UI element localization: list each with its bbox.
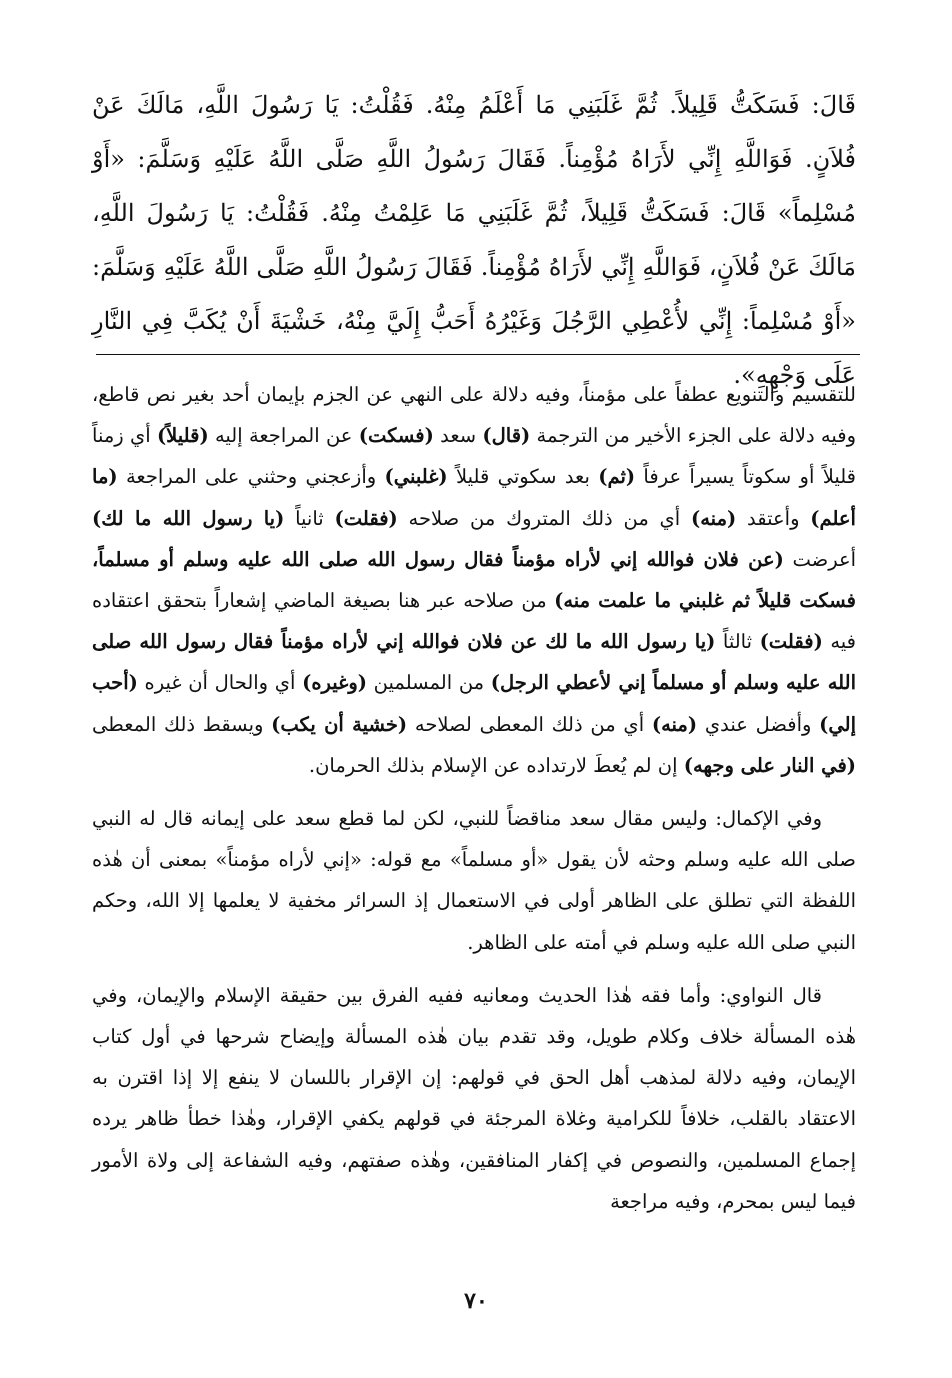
commentary-text: ثانياً bbox=[284, 506, 335, 530]
commentary-text: إن لم يُعطَ لارتداده عن الإسلام بذلك الحرمان. bbox=[308, 753, 684, 777]
quoted-phrase: (منه) bbox=[691, 506, 737, 530]
quoted-phrase: (يا رسول الله ما لك عن فلان فوالله إني لأراه مؤمناً فقال رسول الله صلى الله عليه وسلم أو مسلماً إني لأعطي الرجل) bbox=[92, 630, 857, 695]
quoted-phrase: (فسكت) bbox=[358, 424, 434, 448]
quoted-phrase: (يا رسول الله ما لك) bbox=[92, 506, 285, 530]
commentary-text: سعد bbox=[433, 424, 483, 448]
commentary-text: من صلاحه عبر هنا بصيغة الماضي إشعاراً بتحقق اعتقاده فيه bbox=[92, 589, 856, 654]
quoted-phrase: (في النار على وجهه) bbox=[683, 753, 856, 777]
commentary-text: أي من ذلك المعطى لصلاحه bbox=[407, 712, 652, 736]
hadith-text: قَالَ: فَسَكَتُّ قَلِيلاً. ثُمَّ غَلَبَنِي مَا أَعْلَمُ مِنْهُ. فَقُلْتُ: يَا رَسُولَ اللَّهِ، مَالَكَ عَنْ فُلاَنٍ. فَوَاللَّهِ إِنِّي لأَرَاهُ مُؤْمِناً. فَقَالَ رَسُولُ اللَّهِ صَلَّى اللَّهُ عَلَيْهِ وَسَلَّمَ: «أَوْ مُسْلِماً» قَالَ: فَسَكَتُّ قَلِيلاً، ثُمَّ غَلَبَنِي مَا عَلِمْتُ مِنْهُ. فَقُلْتُ: يَا رَسُولَ اللَّهِ، مَالَكَ عَنْ فُلاَنٍ، فَوَاللَّهِ إِنِّي لأَرَاهُ مُؤْمِناً. فَقَالَ رَسُولُ اللَّهِ صَلَّى اللَّهُ عَلَيْهِ وَسَلَّمَ: «أَوْ مُسْلِماً: إِنِّي لأُعْطِي الرَّجُلَ وَغَيْرُهُ أَحَبُّ إِلَيَّ مِنْهُ، خَشْيَةَ أَنْ يُكَبَّ فِي النَّارِ عَلَى وَجْهِهِ». bbox=[92, 91, 856, 389]
quoted-phrase: (عن فلان فوالله إني لأراه مؤمناً فقال رسول الله صلى الله عليه وسلم أو مسلماً، فسكت قليلاً ثم غلبني ما علمت منه) bbox=[92, 547, 856, 613]
commentary-paragraph-1 bbox=[92, 374, 856, 786]
quoted-phrase: (قال) bbox=[482, 424, 531, 448]
commentary-text: بعد سكوتي قليلاً bbox=[447, 465, 599, 489]
commentary-text: أي زمناً قليلاً أو سكوتاً يسيراً عرفاً bbox=[92, 424, 857, 489]
quoted-phrase: (منه) bbox=[651, 712, 698, 736]
quoted-phrase: (أحب إلي) bbox=[92, 671, 857, 736]
commentary-text: للتقسيم والتنويع عطفاً على مؤمناً، وفيه دلالة على النهي عن الجزم بإيمان أحد بغير نص قاطع، وفيه دلالة على الجزء الأخير من الترجمة bbox=[92, 383, 857, 448]
commentary-text: عن المراجعة إليه bbox=[208, 424, 359, 448]
quoted-phrase: (غلبني) bbox=[384, 465, 448, 489]
commentary-text: أي والحال أن غيره bbox=[137, 671, 303, 695]
page-number: ٧٠ bbox=[464, 1288, 488, 1314]
commentary-text: وأزعجني وحثني على المراجعة bbox=[117, 465, 385, 489]
quoted-phrase: (وغيره) bbox=[302, 671, 368, 695]
commentary-paragraph-2: وفي الإكمال: وليس مقال سعد مناقضاً للنبي، لكن لما قطع سعد على إيمانه قال له النبي صلى الله عليه وسلم وحثه لأن يقول «أو مسلماً» مع قوله: «إني لأراه مؤمناً» بمعنى أن هٰذه اللفظة التي تطلق على الظاهر أولى في الاستعمال إذ السرائر مخفية لا يعلمها إلا الله، وحكم النبي صلى الله عليه وسلم في أمته على الظاهر. bbox=[92, 807, 856, 954]
quoted-phrase: (ما أعلم) bbox=[92, 465, 856, 530]
quoted-phrase: (خشية أن يكب) bbox=[271, 712, 408, 736]
commentary-text: من المسلمين bbox=[367, 671, 491, 695]
commentary-text: ويسقط ذلك المعطى bbox=[92, 712, 272, 736]
commentary-text: أعرضت bbox=[783, 547, 857, 571]
commentary-text: أي من ذلك المتروك من صلاحه bbox=[397, 506, 691, 530]
quoted-phrase: (فقلت) bbox=[334, 506, 398, 530]
quoted-phrase: (فقلت) bbox=[759, 630, 823, 654]
commentary-paragraph-3: قال النواوي: وأما فقه هٰذا الحديث ومعانيه ففيه الفرق بين حقيقة الإسلام والإيمان، وفي هٰذه المسألة خلاف وكلام طويل، وقد تقدم بيان هٰذه المسألة وإيضاح شرحها في أول كتاب الإيمان، وفيه دلالة لمذهب أهل الحق في قولهم: إن الإقرار باللسان لا ينفع إلا إذا اقترن به الاعتقاد بالقلب، خلافاً للكرامية وغلاة المرجئة في قولهم يكفي الإقرار، وهٰذا خطأ ظاهر يرده إجماع المسلمين، والنصوص في إكفار المنافقين، وهٰذه صفتهم، وفيه الشفاعة إلى ولاة الأمور فيما ليس بمحرم، وفيه مراجعة bbox=[92, 983, 856, 1213]
commentary-text: وأفضل عندي bbox=[697, 712, 820, 736]
quoted-phrase: (ثم) bbox=[598, 465, 636, 489]
commentary-text: وأعتقد bbox=[736, 506, 811, 530]
footnote-divider bbox=[96, 354, 860, 355]
commentary-text: ثالثاً bbox=[715, 630, 760, 654]
commentary-block bbox=[92, 374, 856, 1234]
quoted-phrase: (قليلاً) bbox=[156, 424, 209, 448]
